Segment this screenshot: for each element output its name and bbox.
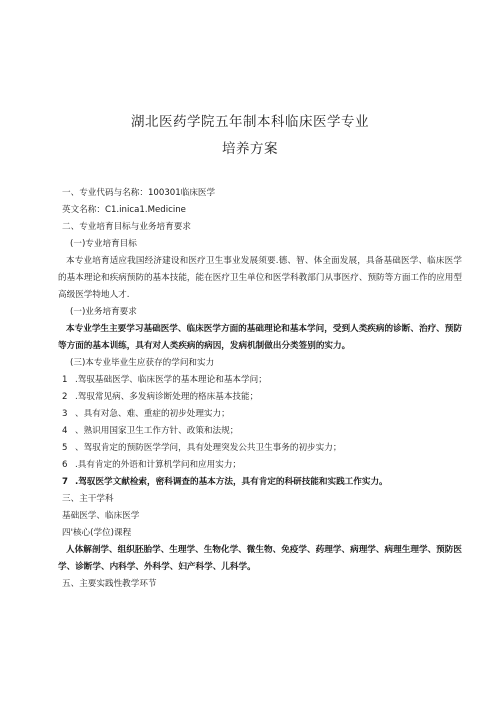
list-item-text: .驾驭医学文献检索，密科调查的基本方法，具有肯定的科研技能和实践工作实力。 (75, 477, 388, 487)
english-name: 英文名称：C1.inica1.Medicine (62, 205, 186, 215)
list-item-text: .具有肯定的外语和计算机学问和应用实力； (75, 460, 242, 470)
section-3-heading: 三、主干学科 (62, 494, 114, 504)
list-item (62, 372, 462, 389)
document-body (58, 185, 462, 593)
list-item (62, 440, 462, 457)
section-5-heading: 五、主要实践性教学环节 (62, 579, 157, 589)
document-subtitle: 培养方案 (222, 141, 278, 157)
goal-heading: (一)专业培育目标 (70, 239, 137, 249)
list-item-number: 4 (62, 426, 68, 436)
list-item (62, 457, 462, 474)
list-item-text: 、熟识用国家卫生工作方针、政策和法规； (75, 426, 239, 436)
list-item (62, 389, 462, 406)
section-4-heading: 四'核心(学位)课程 (62, 528, 132, 538)
list-item (62, 406, 462, 423)
list-item-text: 、具有对急、难、重症的初步处理实力； (75, 409, 230, 419)
disciplines-text: 基础医学、临床医学 (62, 511, 140, 521)
list-item-text: .驾驭基础医学、临床医学的基本理论和基本学问； (75, 375, 267, 385)
skills-heading: (三)本专业毕业生应获存的学问和实力 (70, 358, 215, 368)
list-item (62, 474, 462, 491)
document-title: 湖北医药学院五年制本科临床医学专业 (131, 114, 369, 130)
list-item-number: 5 (62, 443, 68, 453)
requirements-paragraph: 本专业学生主要学习基础医学、临床医学方面的基础理论和基本学问，受到人类疾病的诊断、治疗、预防等方面的基本训练，具有对人类疾病的病因，发病机制做出分类签别的实力。 (58, 324, 462, 351)
list-item-number: 3 (62, 409, 68, 419)
list-item-number: 1 (62, 375, 68, 385)
requirements-heading: (一)业务培育要求 (70, 307, 137, 317)
section-2-heading: 二、专业培育目标与业务培育要求 (62, 222, 191, 232)
list-item (62, 423, 462, 440)
list-item-text: .驾驭常见病、多发病诊断处理的格床基本技能； (75, 392, 259, 402)
section-1-heading: 一、专业代码与名称：100301临床医学 (62, 188, 216, 198)
list-item-number: 6 (62, 460, 68, 470)
courses-paragraph: 人体解剖学、组织胚胎学、生理学、生物化学、微生物、免疫学、药理学、病理学、病理生理学、预防医学、诊断学、内科学、外科学、妇产科学、儿科学。 (58, 545, 462, 572)
list-item-number: 7 (62, 477, 68, 487)
goal-paragraph: 本专业培育适应我国经济建设和医疗卫生事业发展须要.德、智、体全面发展，具备基础医学、临床医学的基本理论和疾病预防的基本技能，能在医疗卫生单位和医学科教部门从事医疗、预防等方面工作的应用型高级医学特地人才. (58, 256, 462, 300)
list-item-text: 、驾驭肯定的预防医学学问，具有处理突发公共卫生事务的初步实力； (75, 443, 342, 453)
list-item-number: 2 (62, 392, 68, 402)
